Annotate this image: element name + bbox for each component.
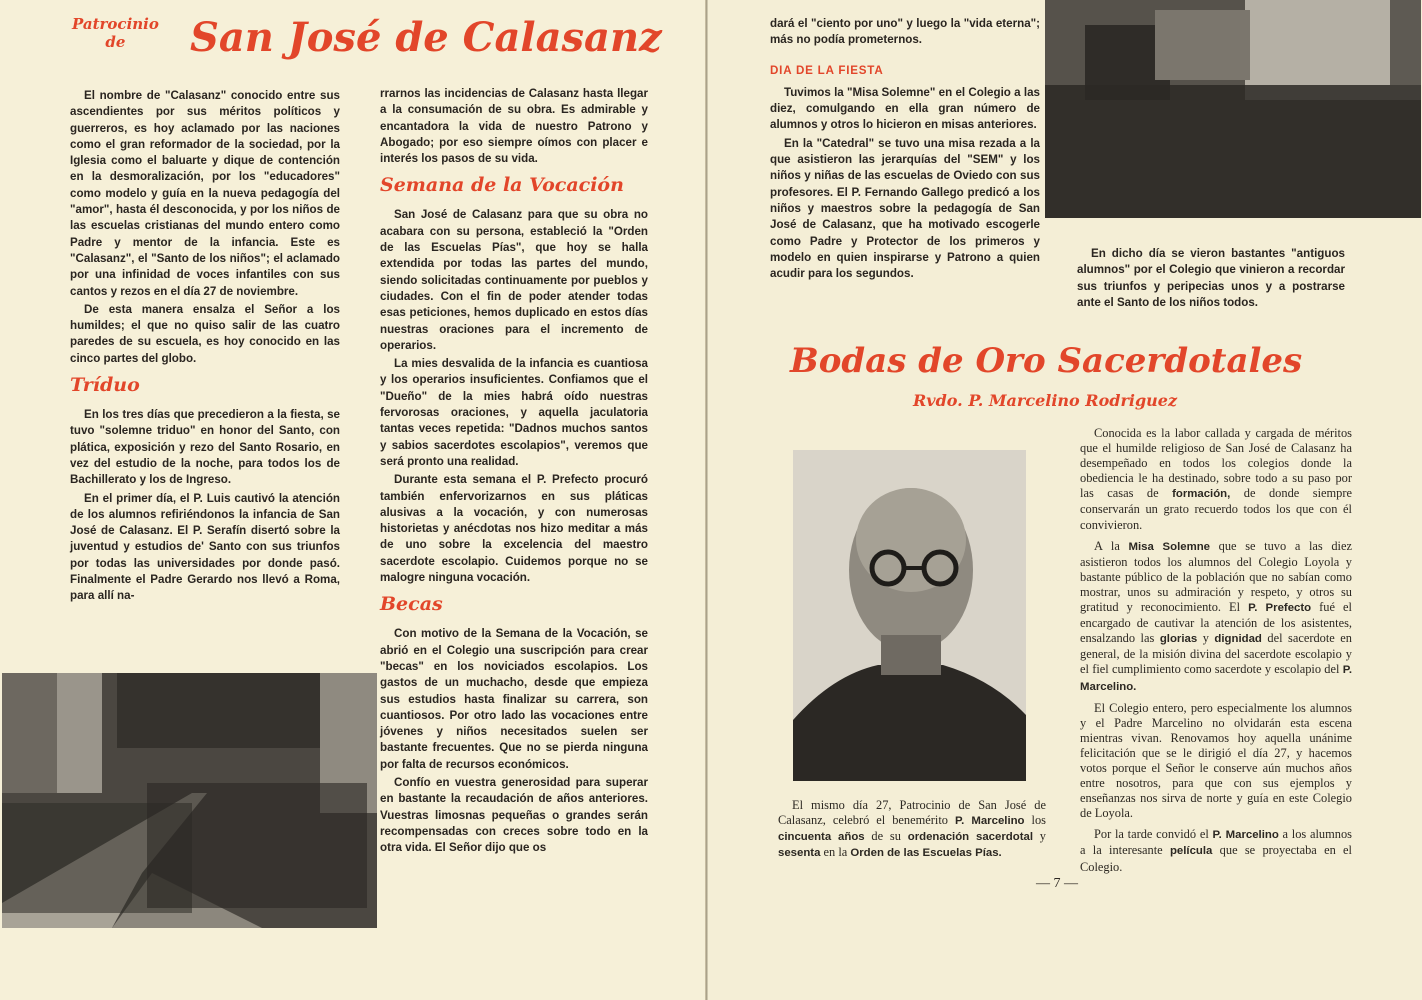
caption-text: El mismo día 27, Patrocinio de San José de Calasanz, celebró el benemérito [778,798,1046,828]
paragraph: La mies desvalida de la infancia es cuantiosa y los operarios insuficientes. Confiamos que el "Dueño" de la mies habrá oído nuestras fervorosas oraciones, y aquella jaculatoria tantas veces repetida: "Dadnos muchos santos y sabios sacerdotes escolapios", veremos que será pronto una realidad. [380,357,648,468]
bold-run: P. Prefecto [1248,602,1312,615]
text-run: del sacerdote en general, de la misión divina del sacerdote escolapio y el fiel cumplimiento como sacerdote y escolapio del [1080,631,1353,677]
heading-semana-vocacion: Semana de la Vocación [380,174,624,197]
portrait-caption [778,798,1046,867]
caption-text: y [1033,829,1046,844]
caption-text: de su [864,829,908,844]
text-run: de donde siempre conservarán un grato recuerdo todos los que con él convivieron. [1080,486,1352,532]
text-run: que se proyectaba en el Colegio. [1080,843,1353,874]
paragraph [1080,539,1352,695]
bodas-body [1080,426,1352,881]
paragraph: Durante esta semana el P. Prefecto procuró también enfervorizarnos en sus pláticas alusivas a la vocación, y con numerosas historietas y anécdotas nos hizo meditar a más de uno sobre la excelencia del maestro sacerdote escolapio. Cuidemos porque no se malogre ninguna vocación. [380,473,648,585]
paragraph [1080,426,1352,533]
photo-church-crowd [1045,0,1421,218]
left-column-1 [70,88,340,607]
right-column-1 [770,16,1040,284]
text-run: A la [1094,538,1129,553]
paragraph: Tuvimos la "Misa Solemne" en el Colegio a las diez, comulgando en ella gran número de alumnos y otros lo hicieron en misas anteriores. [770,85,1040,132]
paragraph: El Colegio entero, pero especialmente los alumnos y el Padre Marcelino no olvidarán esta escena mientras vivan. Renovamos hoy aquella unánime felicitación que se le dirigió el día 27, y hacemos votos porque el Señor le conserve aún muchos años entre nosotros, para que con sus ejemplos y enseñanzas nos sirva de norte y guía en este Colegio de Loyola. [1080,700,1352,821]
caption-bold: P. Marcelino [954,815,1025,828]
title-patrocinio-line1: Patrocinio [72,15,159,33]
paragraph: Con motivo de la Semana de la Vocación, se abrió en el Colegio una suscripción para crear "becas" en los noviciados escolapios. Los gastos de un muchacho, desde que empieza sus estudios hasta finalizar su carrera, son cuantiosos. Por otro lado las vocaciones entre jóvenes y niños necesitados suelen ser bastante frecuentes. Que no se pierda ninguna por falta de recursos económicos. [380,627,648,771]
heading-triduo: Tríduo [70,374,140,397]
paragraph: En dicho día se vieron bastantes "antiguos alumnos" por el Colegio que vinieron a recordar sus triunfos y peripecias unos y a postrarse ante el Santo de los niños todos. [1077,247,1345,309]
title-patrocinio [72,15,159,51]
photo-cathedral-congregation-image [2,673,377,928]
left-column-2 [380,86,648,858]
paragraph: En la "Catedral" se tuvo una misa rezada a la que asistieron las jerarquías del "SEM" y los niños y niñas de las escuelas de Oviedo con sus profesores. El P. Fernando Gallego predicó a los niños y maestros sobre la pedagogía de San José de Calasanz, que ha motivado escogerle como Padre y Protector de los primeros y modelo en quien inspirarse y Patrono a quien acudir para los segundos. [770,136,1040,281]
paragraph: En el primer día, el P. Luis cautivó la atención de los alumnos refiriéndonos la infancia de San José de Calasanz. El P. Serafín disertó sobre la juventud y estudios de' Santo con sus triunfos por todas las universidades por donde pasó. Finalmente el Padre Gerardo nos llevó a Roma, para allí na- [70,491,340,603]
paragraph: El nombre de "Calasanz" conocido entre sus ascendientes por sus méritos políticos y guerreros, es hoy aclamado por las naciones como el gran reformador de la sociedad, por la Iglesia como el baluarte y dique de contención en la desmoralización, por los "educadores" como modelo y guía en la nueva pedagogía del "amor", hasta él desconocida, y por los niños de las escuelas cristianas del mundo entero como Padre y mentor de la infancia. Este es "Calasanz", el "Santo de los niños"; el aclamado por una infinidad de voces infantiles con sus cantos y rezos en el día 27 de noviembre. [70,89,340,298]
right-column-2 [1077,246,1345,313]
text-run: fué el encargado de cautivar la atención de los asistentes, ensalzando las [1080,600,1352,646]
paragraph: En los tres días que precedieron a la fiesta, se tuvo "solemne triduo" en honor del Santo, con plática, exposición y rezo del Santo Rosario, en vez del estudio de la noche, para todos los de Bachillerato y los de Ingreso. [70,408,340,487]
text-run: Por la tarde convidó el [1094,827,1213,842]
portrait-marcelino [793,450,1026,781]
text-run: y [1197,631,1215,646]
photo-church-crowd-image [1045,0,1421,218]
text-run: a los alumnos a la interesante [1080,827,1352,858]
bold-run: glorias [1159,633,1198,646]
page-number: — 7 — [1036,876,1078,891]
caption-bold: Orden de las Escuelas Pías. [850,847,1002,860]
heading-becas: Becas [380,593,443,616]
text-run: Conocida es la labor callada y cargada de méritos que el humilde religioso de San José de Calasanz ha desempeñado en todos los colegios donde la obediencia le ha destinado, sobre todo a su paso por las casas de [1080,426,1352,501]
caption-text: en la [820,845,851,860]
paragraph: De esta manera ensalza el Señor a los humildes; el que no quiso salir de las cuatro paredes de su escuela, es hoy conocido en las cinco partes del globo. [70,302,340,365]
bold-run: película [1169,845,1213,858]
caption-bold: cincuenta años [778,831,865,844]
bold-run: formación, [1172,488,1231,501]
bold-run: Misa Solemne [1128,540,1211,553]
bold-run: P. Marcelino [1212,829,1279,842]
photo-cathedral-congregation [2,673,377,928]
caption-bold: ordenación sacerdotal [907,831,1033,844]
title-patrocinio-line2: de [105,33,126,51]
bodas-title: Bodas de Oro Sacerdotales [790,341,1303,381]
page-gutter [705,0,708,1000]
bodas-subtitle: Rvdo. P. Marcelino Rodriguez [913,391,1178,410]
paragraph: San José de Calasanz para que su obra no acabara con su persona, estableció la "Orden de las Escuelas Pías", que hoy se halla extendida por todas las partes del mundo, siendo solicitadas continuamente por pueblos y ciudades. Con el fin de poder atender todas esas peticiones, hemos duplicado en estos días nuestras oraciones para el incremento de operarios. [380,208,648,352]
paragraph: Confío en vuestra generosidad para superar en bastante la recaudación de años anteriores. Vuestras limosnas pequeñas o grandes serán recompensadas con creces sobre todo en la otra vida. El Señor dijo que os [380,775,648,855]
caption-bold: sesenta [778,847,821,860]
bold-run: dignidad [1214,633,1262,646]
heading-dia-de-la-fiesta: DIA DE LA FIESTA [770,63,884,77]
bold-run: P. Marcelino. [1080,664,1352,693]
text-run: que se tuvo a las diez asistieron todos los alumnos del Colegio Loyola y bastante público de la población que no sabían como mostrar, unos su admiración y respeto, y otros su gratitud y reconocimiento. El [1080,538,1353,615]
page-title: San José de Calasanz [190,14,662,61]
portrait-marcelino-image [793,450,1026,781]
caption-text: los [1024,813,1046,828]
paragraph: rrarnos las incidencias de Calasanz hasta llegar a la consumación de su obra. Es admirable y encantadora la vida de nuestro Patrono y Abogado; por eso siempre oímos con placer e interés los pasos de su vida. [380,87,648,166]
paragraph [1080,827,1352,874]
paragraph: dará el "ciento por uno" y luego la "vida eterna"; más no podía prometernos. [770,17,1040,47]
